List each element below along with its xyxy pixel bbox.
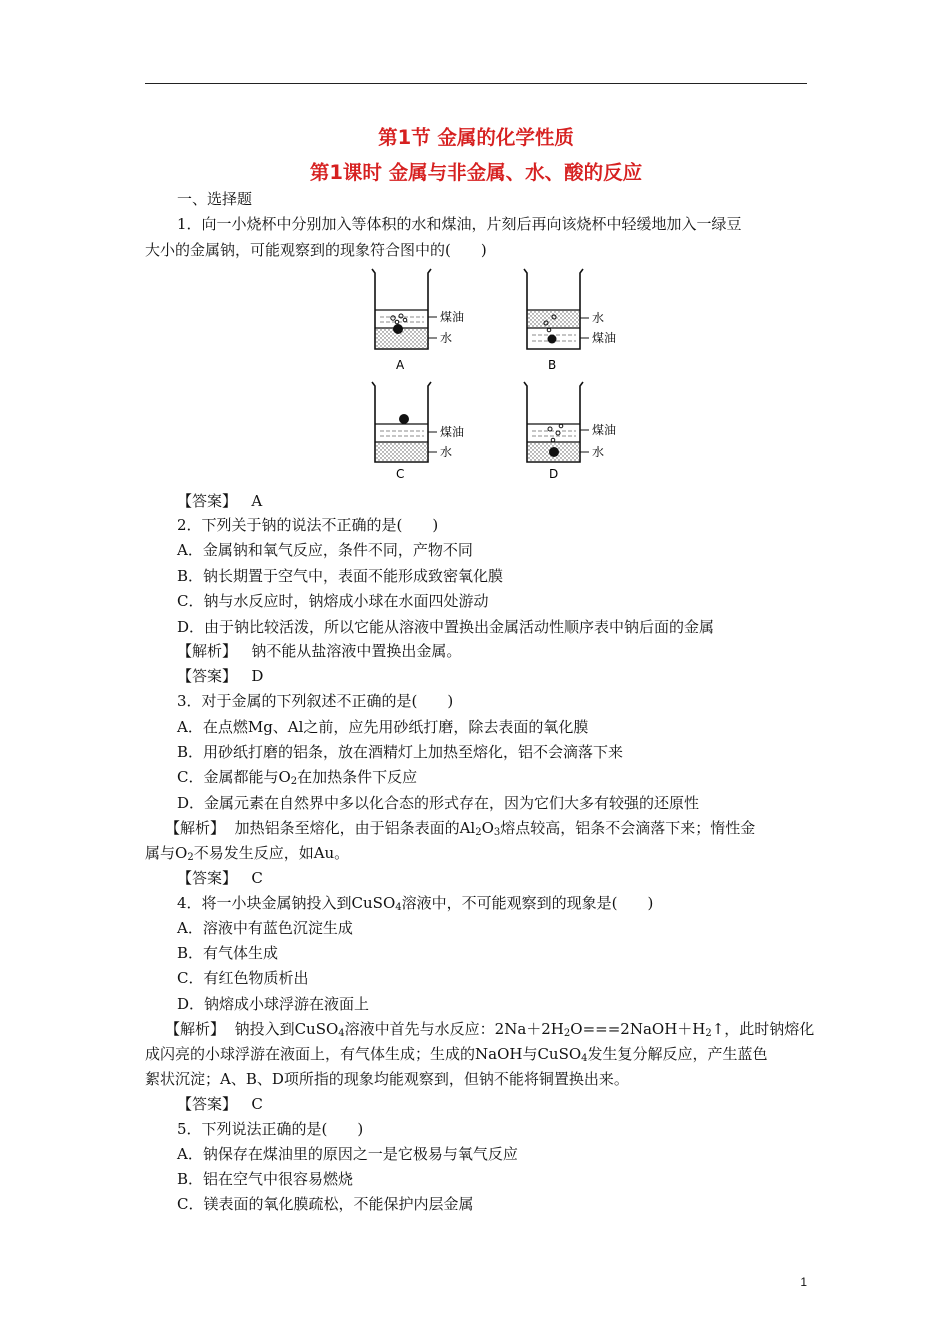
beaker-b <box>524 269 616 372</box>
q3-option-a: A．在点燃Mg、Al之前，应先用砂纸打磨，除去表面的氧化膜 <box>177 718 589 736</box>
q2-option-c: C．钠与水反应时，钠熔成小球在水面四处游动 <box>177 592 489 610</box>
q4-option-d: D．钠熔成小球浮游在液面上 <box>177 995 370 1013</box>
svg-text:水: 水 <box>592 445 605 459</box>
q4-stem: 4．将一小块金属钠投入到CuSO$_4$溶液中，不可能观察到的现象是( ) <box>177 894 654 913</box>
q4-option-a: A．溶液中有蓝色沉淀生成 <box>177 919 353 937</box>
svg-text:水: 水 <box>440 331 453 345</box>
sodium-ball-icon <box>548 335 557 344</box>
sodium-ball-icon <box>549 447 559 457</box>
svg-text:煤油: 煤油 <box>440 310 465 324</box>
svg-text:A: A <box>396 358 405 372</box>
q5-stem: 5．下列说法正确的是( ) <box>177 1120 364 1138</box>
q2-option-a: A．金属钠和氧气反应，条件不同，产物不同 <box>177 541 473 559</box>
q3-option-c: C．金属都能与$O_2$在加热条件下反应 <box>177 768 418 787</box>
q4-option-c: C．有红色物质析出 <box>177 969 309 987</box>
q3-option-d: D．金属元素在自然界中多以化合态的形式存在，因为它们大多有较强的还原性 <box>177 794 700 812</box>
q3-option-b: B．用砂纸打磨的铝条，放在酒精灯上加热至熔化，铝不会滴落下来 <box>177 743 624 761</box>
section-heading: 一、选择题 <box>177 190 253 208</box>
q3-analysis-line1: 【解析】 加热铝条至熔化，由于铝条表面的$Al_2O_3$熔点较高，铝条不会滴落下来；惰性金 <box>165 819 756 838</box>
beaker-d <box>524 382 616 481</box>
page-subtitle: 第1课时 金属与非金属、水、酸的反应 <box>309 161 643 184</box>
q4-analysis-line1: 【解析】 钠投入到CuSO$_4$溶液中首先与水反应：$2Na+2H_2O===2NaOH+H_2↑$，此时钠熔化 <box>165 1020 815 1039</box>
q2-stem: 2．下列关于钠的说法不正确的是( ) <box>177 516 439 534</box>
q1-stem-line1: 1．向一小烧杯中分别加入等体积的水和煤油，片刻后再向该烧杯中轻缓地加入一绿豆 <box>177 215 742 233</box>
sodium-ball-icon <box>393 324 403 334</box>
q2-option-d: D．由于钠比较活泼，所以它能从溶液中置换出金属活动性顺序表中钠后面的金属 <box>177 618 715 636</box>
q2-analysis: 【解析】 钠不能从盐溶液中置换出金属。 <box>177 642 462 660</box>
svg-text:煤油: 煤油 <box>440 425 465 439</box>
q2-option-b: B．钠长期置于空气中，表面不能形成致密氧化膜 <box>177 567 504 585</box>
page-number: 1 <box>800 1275 807 1289</box>
q5-option-a: A．钠保存在煤油里的原因之一是它极易与氧气反应 <box>177 1145 518 1163</box>
sodium-ball-icon <box>399 414 409 424</box>
q1-answer: 【答案】 A <box>177 492 263 510</box>
svg-text:C: C <box>396 467 405 481</box>
q5-option-b: B．铝在空气中很容易燃烧 <box>177 1170 354 1188</box>
svg-text:煤油: 煤油 <box>592 423 617 437</box>
header-rule <box>145 83 807 84</box>
beaker-c <box>372 382 464 481</box>
q1-beaker-figure <box>360 265 630 485</box>
q4-analysis-line3: 絮状沉淀；A、B、D项所指的现象均能观察到，但钠不能将铜置换出来。 <box>145 1070 629 1088</box>
svg-text:D: D <box>549 467 559 481</box>
q3-answer: 【答案】 C <box>177 869 263 887</box>
svg-text:水: 水 <box>440 445 453 459</box>
q1-stem-line2: 大小的金属钠，可能观察到的现象符合图中的( ) <box>145 241 487 259</box>
q4-answer: 【答案】 C <box>177 1095 263 1113</box>
q5-option-c: C．镁表面的氧化膜疏松，不能保护内层金属 <box>177 1195 474 1213</box>
q3-analysis-line2: 属与$O_2$不易发生反应，如Au。 <box>145 844 350 863</box>
q3-stem: 3．对于金属的下列叙述不正确的是( ) <box>177 692 454 710</box>
page-title: 第1节 金属的化学性质 <box>378 126 574 149</box>
svg-text:煤油: 煤油 <box>592 331 617 345</box>
q4-option-b: B．有气体生成 <box>177 944 279 962</box>
q2-answer: 【答案】 D <box>177 667 264 685</box>
beaker-a <box>372 269 464 372</box>
svg-text:水: 水 <box>592 311 605 325</box>
svg-text:B: B <box>548 358 557 372</box>
q4-analysis-line2: 成闪亮的小球浮游在液面上，有气体生成；生成的NaOH与CuSO$_4$发生复分解反应，产生蓝色 <box>145 1045 768 1064</box>
